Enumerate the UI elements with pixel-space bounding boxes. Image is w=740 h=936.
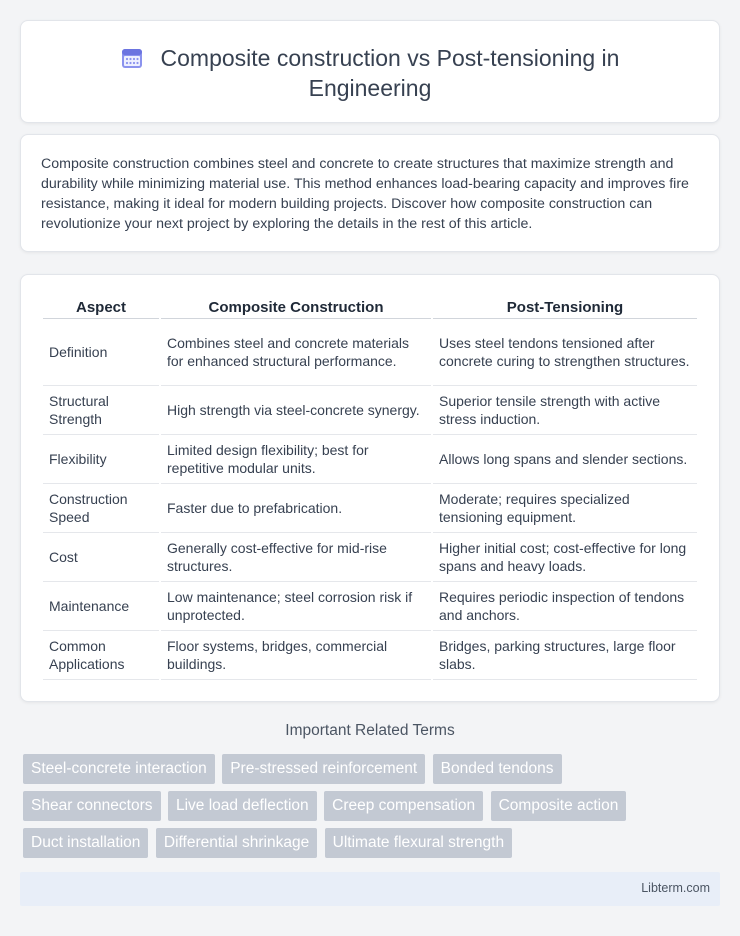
title-line-2: Engineering <box>308 75 432 101</box>
row-composite: Faster due to prefabrication. <box>161 484 431 533</box>
row-aspect: Maintenance <box>43 582 159 631</box>
row-post-tensioning: Bridges, parking structures, large floor slabs. <box>433 631 697 680</box>
related-term-tag[interactable]: Creep compensation <box>324 791 483 821</box>
footer-site-link[interactable]: Libterm.com <box>641 881 710 895</box>
row-post-tensioning: Uses steel tendons tensioned after concrete curing to strengthen structures. <box>433 319 697 386</box>
intro-paragraph: Composite construction combines steel and concrete to create structures that maximize strength and durability while minimizing material use. This method enhances load-bearing capacity and improves fire resistance, making it ideal for modern building projects. Discover how composite construction can revolutionize your next project by exploring the details in the rest of this article. <box>41 156 689 232</box>
related-term-tag[interactable]: Ultimate flexural strength <box>325 828 512 858</box>
row-aspect: Cost <box>43 533 159 582</box>
row-composite: High strength via steel-concrete synergy. <box>161 386 431 435</box>
row-composite: Limited design flexibility; best for repetitive modular units. <box>161 435 431 484</box>
related-terms-list <box>23 754 703 865</box>
related-term-tag[interactable]: Bonded tendons <box>433 754 562 784</box>
related-term-tag[interactable]: Composite action <box>491 791 627 821</box>
table-row <box>43 484 697 533</box>
row-aspect: Common Applications <box>43 631 159 680</box>
footer-bar <box>20 872 720 906</box>
table-row <box>43 582 697 631</box>
table-row <box>43 435 697 484</box>
row-composite: Combines steel and concrete materials for enhanced structural performance. <box>161 319 431 386</box>
row-aspect: Structural Strength <box>43 386 159 435</box>
related-term-tag[interactable]: Steel-concrete interaction <box>23 754 215 784</box>
header-post-tensioning: Post-Tensioning <box>433 295 697 319</box>
table-row <box>43 631 697 680</box>
row-post-tensioning: Superior tensile strength with active stress induction. <box>433 386 697 435</box>
row-post-tensioning: Higher initial cost; cost-effective for long spans and heavy loads. <box>433 533 697 582</box>
related-term-tag[interactable]: Differential shrinkage <box>156 828 317 858</box>
row-composite: Floor systems, bridges, commercial buildings. <box>161 631 431 680</box>
row-post-tensioning: Moderate; requires specialized tensioning equipment. <box>433 484 697 533</box>
header-card <box>20 20 720 123</box>
table-header-row <box>43 295 697 319</box>
row-aspect: Definition <box>43 319 159 386</box>
related-term-tag[interactable]: Pre-stressed reinforcement <box>222 754 425 784</box>
row-composite: Generally cost-effective for mid-rise structures. <box>161 533 431 582</box>
related-term-tag[interactable]: Live load deflection <box>168 791 317 821</box>
table-row <box>43 386 697 435</box>
related-term-tag[interactable]: Duct installation <box>23 828 148 858</box>
row-aspect: Flexibility <box>43 435 159 484</box>
table-row <box>43 319 697 386</box>
page-title <box>21 43 719 103</box>
intro-card <box>20 134 720 252</box>
related-term-tag[interactable]: Shear connectors <box>23 791 161 821</box>
row-post-tensioning: Requires periodic inspection of tendons and anchors. <box>433 582 697 631</box>
comparison-table <box>41 295 699 680</box>
header-aspect: Aspect <box>43 295 159 319</box>
table-row <box>43 533 697 582</box>
calendar-grid-icon <box>121 47 143 69</box>
title-line-1: Composite construction vs Post-tensioning in <box>160 45 620 71</box>
comparison-table-card <box>20 274 720 702</box>
related-terms-heading: Important Related Terms <box>285 722 455 739</box>
row-aspect: Construction Speed <box>43 484 159 533</box>
row-composite: Low maintenance; steel corrosion risk if unprotected. <box>161 582 431 631</box>
header-composite: Composite Construction <box>161 295 431 319</box>
row-post-tensioning: Allows long spans and slender sections. <box>433 435 697 484</box>
